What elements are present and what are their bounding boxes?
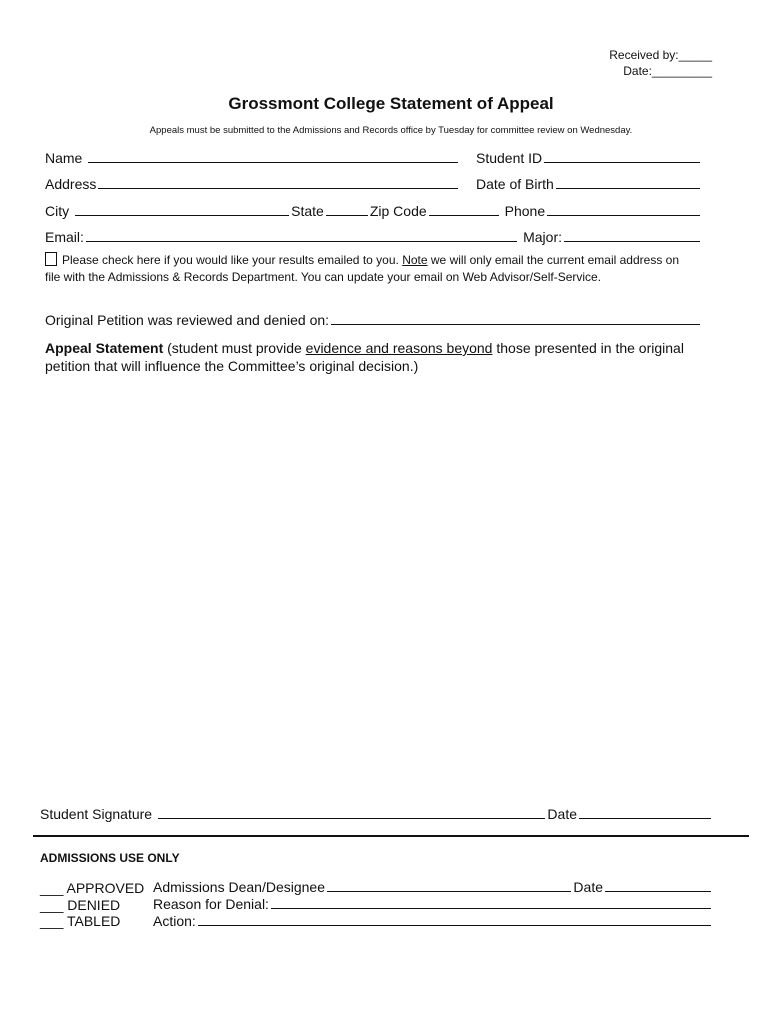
received-date-label: Date:_________ (623, 64, 712, 78)
appeal-statement (45, 339, 684, 375)
action-field[interactable] (198, 924, 711, 926)
address-label: Address (45, 176, 97, 192)
reason-field[interactable] (271, 907, 711, 909)
email-notice-part1: Please check here if you would like your results emailed to you. (62, 253, 399, 267)
appeal-underlined: evidence and reasons beyond (305, 340, 493, 356)
name-row (45, 150, 460, 166)
appeal-post: those presented in the original (496, 340, 684, 356)
major-label: Major: (523, 229, 562, 245)
state-field[interactable] (326, 214, 368, 216)
address-row (45, 176, 460, 192)
phone-label: Phone (504, 203, 546, 219)
dean-row (153, 879, 713, 895)
reason-label: Reason for Denial: (153, 896, 269, 912)
status-options (40, 880, 144, 930)
petition-row (45, 312, 702, 328)
dean-date-field[interactable] (605, 890, 711, 892)
email-notice-line2: file with the Admissions & Records Department. You can update your email on Web Advisor/Self-Service. (45, 270, 602, 284)
reason-row (153, 896, 713, 912)
name-field[interactable] (88, 161, 458, 163)
signature-date-field[interactable] (579, 817, 711, 819)
address-field[interactable] (98, 187, 458, 189)
action-label: Action: (153, 913, 196, 929)
status-denied[interactable]: ___ DENIED (40, 896, 121, 913)
student-id-label: Student ID (476, 150, 543, 166)
appeal-line2: petition that will influence the Committee’s original decision.) (45, 358, 419, 374)
signature-label: Student Signature (40, 806, 153, 822)
zip-field[interactable] (429, 214, 499, 216)
signature-row (40, 806, 713, 822)
major-field[interactable] (564, 240, 700, 242)
appeal-heading: Appeal Statement (45, 340, 164, 356)
email-notice (45, 252, 679, 286)
appeal-pre: (student must provide (167, 340, 302, 356)
email-field[interactable] (86, 240, 517, 242)
student-id-row (476, 150, 702, 166)
page-subtitle: Appeals must be submitted to the Admissions and Records office by Tuesday for committee review on Wednesday. (149, 125, 633, 136)
dob-field[interactable] (556, 187, 700, 189)
petition-date-field[interactable] (331, 323, 700, 325)
signature-date-label: Date (547, 806, 577, 822)
received-block (609, 47, 712, 79)
email-row (45, 229, 702, 245)
status-tabled[interactable]: ___ TABLED (40, 913, 121, 929)
zip-label: Zip Code (369, 203, 427, 219)
received-by-label: Received by:_____ (609, 48, 712, 62)
dean-field[interactable] (327, 890, 571, 892)
city-label: City (45, 203, 70, 219)
email-label: Email: (45, 229, 84, 245)
action-row (153, 913, 713, 929)
email-notice-part2: we will only email the current email address on (430, 253, 679, 267)
dean-date-label: Date (573, 879, 603, 895)
city-row (45, 203, 702, 219)
page-title: Grossmont College Statement of Appeal (228, 94, 554, 113)
student-id-field[interactable] (544, 161, 700, 163)
city-field[interactable] (75, 214, 289, 216)
status-approved[interactable]: ___ APPROVED (40, 880, 145, 896)
dean-label: Admissions Dean/Designee (153, 879, 325, 895)
divider (33, 835, 749, 837)
dob-row (476, 176, 702, 192)
phone-field[interactable] (547, 214, 700, 216)
dob-label: Date of Birth (476, 176, 554, 192)
admissions-heading: ADMISSIONS USE ONLY (40, 851, 180, 865)
signature-field[interactable] (158, 817, 545, 819)
petition-label: Original Petition was reviewed and denied on: (45, 312, 330, 328)
email-notice-note: Note (402, 253, 428, 267)
email-results-checkbox[interactable] (45, 252, 57, 266)
name-label: Name (45, 150, 83, 166)
state-label: State (291, 203, 324, 219)
appeal-text-area[interactable] (45, 380, 702, 790)
